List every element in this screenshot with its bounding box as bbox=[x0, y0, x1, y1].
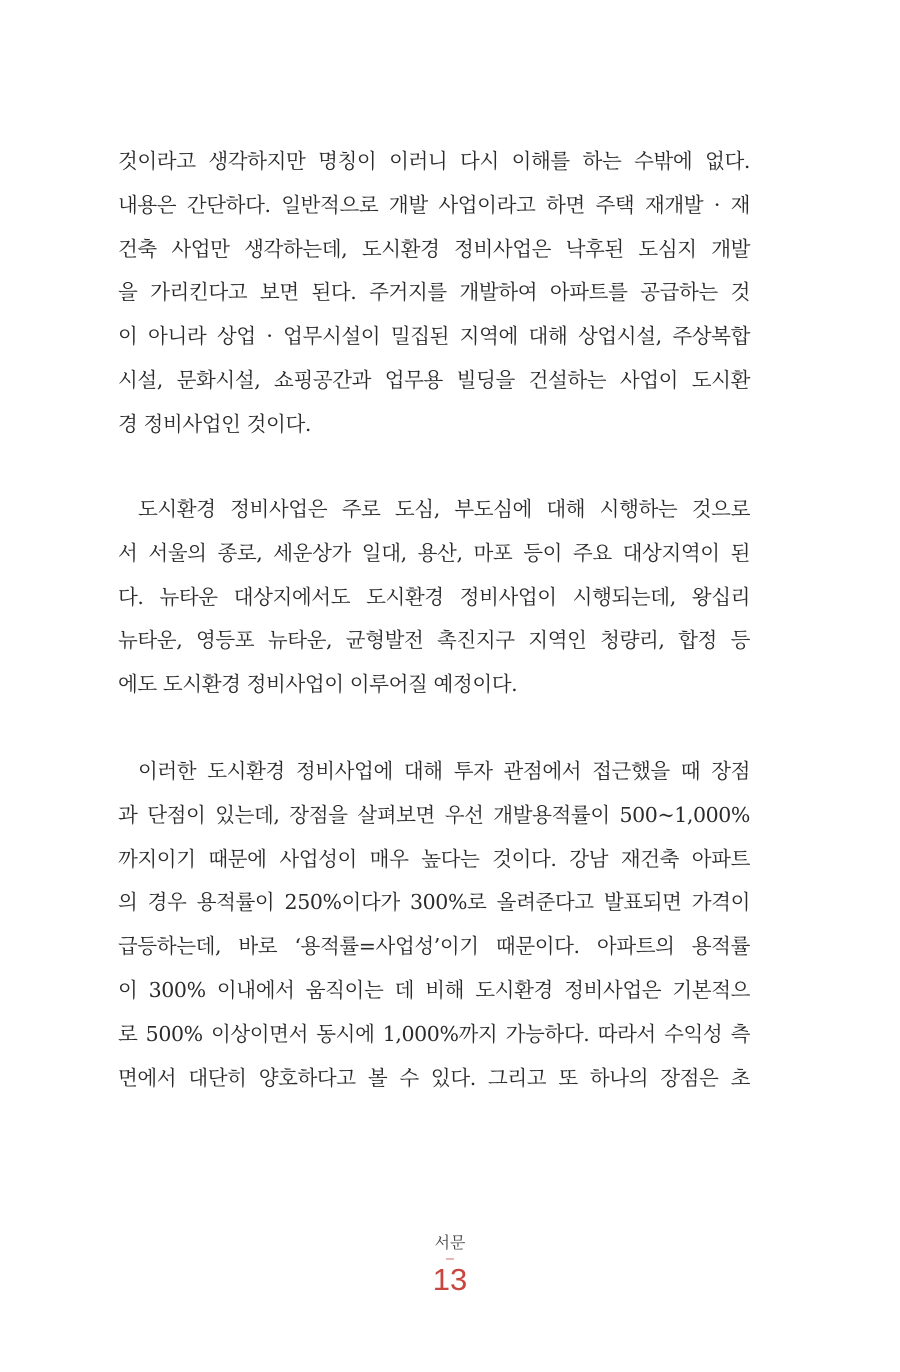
text-line: 도시환경 정비사업은 주로 도심, 부도심에 대해 시행하는 것으로 bbox=[138, 497, 750, 521]
text-line: 과 단점이 있는데, 장점을 살펴보면 우선 개발용적률이 500~1,000% bbox=[118, 802, 750, 827]
text-line: 을 가리킨다고 보면 된다. 주거지를 개발하여 아파트를 공급하는 것 bbox=[118, 280, 750, 305]
footer-divider bbox=[446, 1258, 454, 1260]
text-line: 내용은 간단하다. 일반적으로 개발 사업이라고 하면 주택 재개발 · 재 bbox=[118, 192, 750, 217]
text-line: 시설, 문화시설, 쇼핑공간과 업무용 빌딩을 건설하는 사업이 도시환 bbox=[118, 367, 750, 392]
text-line: 이러한 도시환경 정비사업에 대해 투자 관점에서 접근했을 때 장점 bbox=[138, 759, 750, 783]
text-line: 로 500% 이상이면서 동시에 1,000%까지 가능하다. 따라서 수익성 측 bbox=[118, 1021, 750, 1046]
text-line: 의 경우 용적률이 250%이다가 300%로 올려준다고 발표되면 가격이 bbox=[118, 890, 750, 915]
section-label: 서문 bbox=[434, 1233, 466, 1252]
text-line: 에도 도시환경 정비사업이 이루어질 예정이다. bbox=[118, 672, 518, 697]
text-line: 경 정비사업인 것이다. bbox=[118, 411, 311, 436]
text-line: 것이라고 생각하지만 명칭이 이러니 다시 이해를 하는 수밖에 없다. bbox=[118, 149, 750, 173]
text-line: 이 아니라 상업 · 업무시설이 밀집된 지역에 대해 상업시설, 주상복합 bbox=[118, 324, 750, 349]
paragraph-2 bbox=[118, 488, 750, 707]
text-line: 까지이기 때문에 사업성이 매우 높다는 것이다. 강남 재건축 아파트 bbox=[118, 846, 750, 871]
paragraph-1 bbox=[118, 140, 750, 447]
text-line: 급등하는데, 바로 ‘용적률=사업성’이기 때문이다. 아파트의 용적률 bbox=[118, 934, 750, 959]
text-line: 면에서 대단히 양호하다고 볼 수 있다. 그리고 또 하나의 장점은 초 bbox=[118, 1065, 750, 1090]
text-line: 이 300% 이내에서 움직이는 데 비해 도시환경 정비사업은 기본적으 bbox=[118, 977, 750, 1002]
text-line: 다. 뉴타운 대상지에서도 도시환경 정비사업이 시행되는데, 왕십리 bbox=[118, 584, 750, 609]
text-line: 뉴타운, 영등포 뉴타운, 균형발전 촉진지구 지역인 청량리, 합정 등 bbox=[118, 628, 750, 653]
text-line: 건축 사업만 생각하는데, 도시환경 정비사업은 낙후된 도심지 개발 bbox=[118, 236, 750, 261]
paragraph-3 bbox=[118, 750, 750, 1100]
text-line: 서 서울의 종로, 세운상가 일대, 용산, 마포 등이 주요 대상지역이 된 bbox=[118, 540, 750, 565]
page-number: 13 bbox=[432, 1262, 468, 1297]
